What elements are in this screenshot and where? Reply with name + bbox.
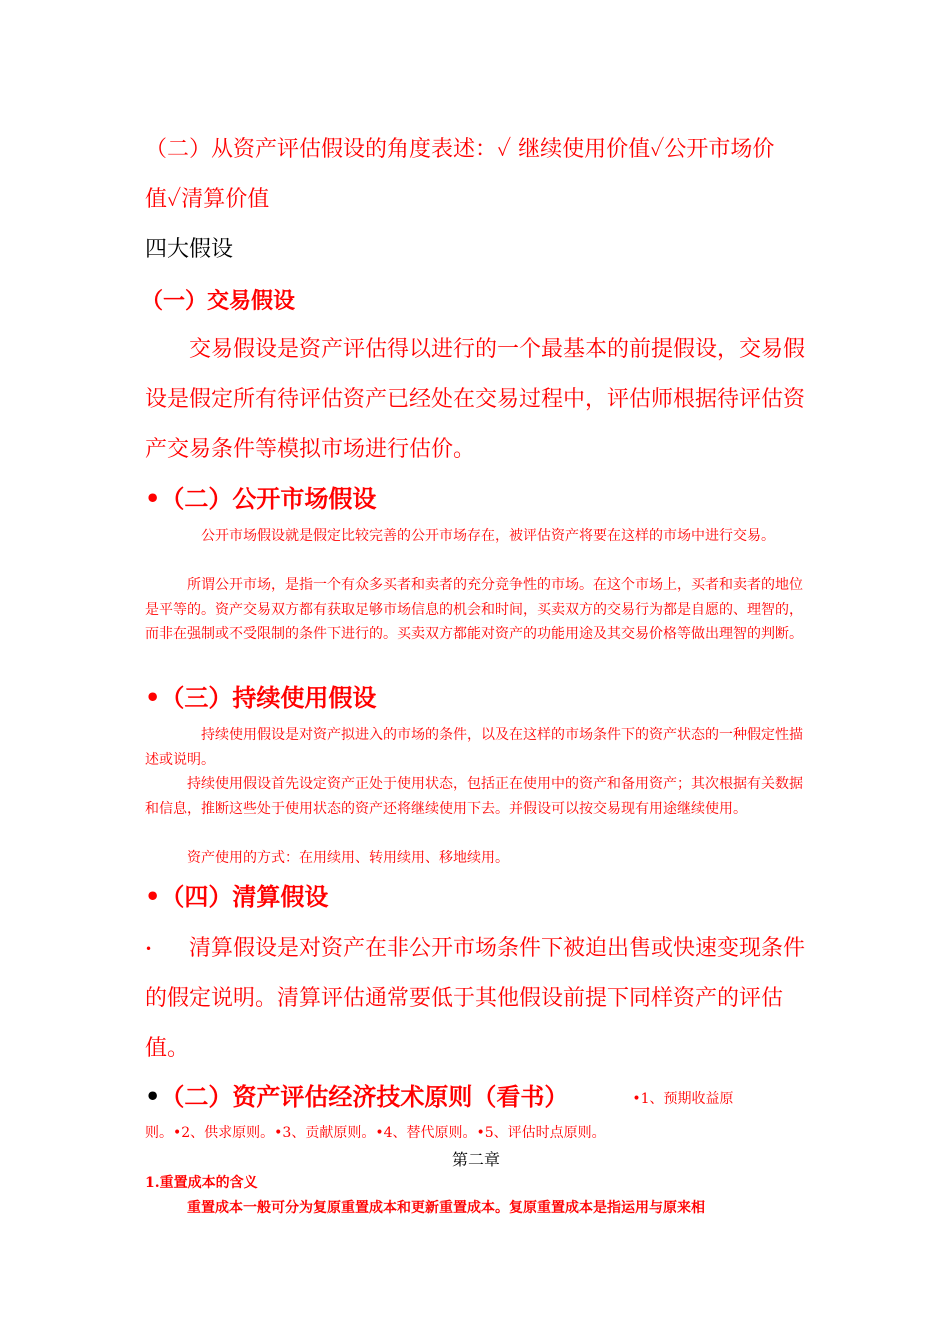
paragraph-continued-use-detail: 持续使用假设首先设定资产正处于使用状态，包括正在使用中的资产和备用资产；其次根据有关数据和信息，推断这些处于使用状态的资产还将继续使用下去。并假设可以按交易现有用途继续使用。 [145,776,803,817]
paragraph-continued-use-definition: 持续使用假设是对资产拟进入的市场的条件，以及在这样的市场条件下的资产状态的一种假定性描述或说明。 [145,727,803,768]
paragraph-liquidation-assumption [145,924,807,1074]
value-types-line-2: 值✓清算价值 [145,187,270,212]
heading-open-market-assumption [145,479,376,519]
paragraph-replacement-cost: 重置成本一般可分为复原重置成本和更新重置成本。复原重置成本是指运用与原来相 [187,1200,705,1216]
subheading-replacement-cost: 1.重置成本的含义 [145,1175,258,1191]
section-value-types [145,125,825,225]
principles-list-continued: 则。•2、供求原则。•3、贡献原则。•4、替代原则。•5、评估时点原则。 [145,1125,606,1141]
paragraph-text: 清算假设是对资产在非公开市场条件下被迫出售或快速变现条件的假定说明。清算评估通常要低于其他假设前提下同样资产的评估值。 [145,936,806,1061]
heading-transaction-assumption: （一）交易假设 [141,288,296,314]
paragraph-transaction-assumption: 交易假设是资产评估得以进行的一个最基本的前提假设，交易假设是假定所有待评估资产已经处在交易过程中，评估师根据待评估资产交易条件等模拟市场进行估价。 [145,337,806,462]
bullet-icon: • [145,942,153,956]
four-assumptions-title: 四大假设 [145,237,234,262]
heading-economic-technical-principles [145,1077,734,1117]
paragraph-open-market-detail: 所谓公开市场，是指一个有众多买者和卖者的充分竞争性的市场。在这个市场上，买者和卖者的地位是平等的。资产交易双方都有获取足够市场信息的机会和时间，买卖双方的交易行为都是自愿的、理智的，而非在强制或不受限制的条件下进行的。买卖双方都能对资产的功能用途及其交易价格等做出理智的判断。 [145,577,803,642]
heading-text: （二）公开市场假设 [160,484,377,513]
value-types-line-1: （二）从资产评估假设的角度表述：✓ 继续使用价值✓公开市场价 [145,137,775,162]
heading-liquidation-assumption [145,877,328,917]
chapter-title: 第二章 [451,1150,500,1169]
heading-text: （三）持续使用假设 [160,683,377,712]
bullet-icon: • [145,882,161,911]
heading-text: （四）清算假设 [160,882,329,911]
bullet-icon: • [145,683,161,712]
bullet-icon: • [145,484,161,513]
heading-text: （二）资产评估经济技术原则（看书） [160,1082,569,1111]
paragraph-usage-methods: 资产使用的方式：在用续用、转用续用、移地续用。 [187,850,509,866]
bullet-icon: • [145,1082,161,1111]
heading-continued-use-assumption [145,678,376,718]
principles-list-start: •1、预期收益原 [632,1091,734,1107]
paragraph-open-market-definition: 公开市场假设就是假定比较完善的公开市场存在，被评估资产将要在这样的市场中进行交易。 [201,528,775,544]
